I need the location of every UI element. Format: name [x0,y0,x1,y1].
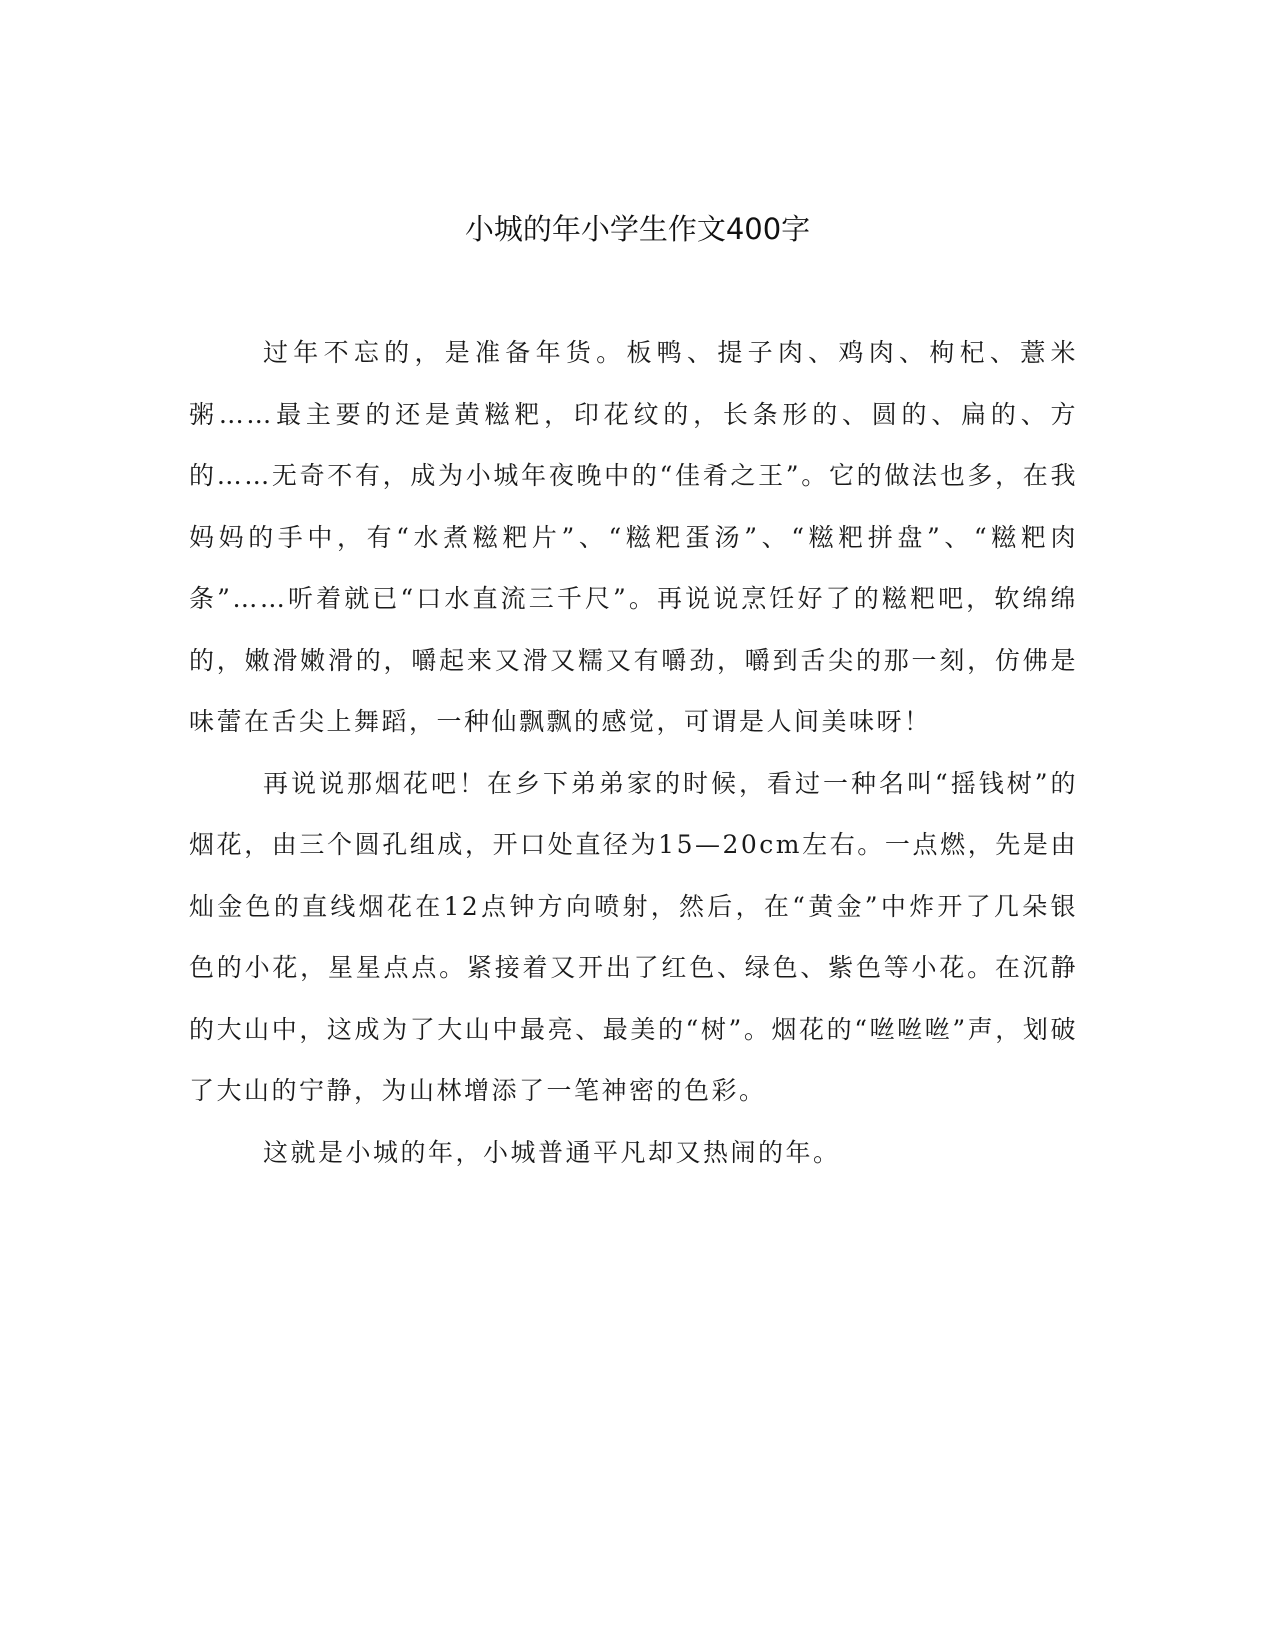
document-body [189,322,1078,1183]
document-title: 小城的年小学生作文400字 [464,212,811,246]
paragraph-fireworks: 再说说那烟花吧！在乡下弟弟家的时候，看过一种名叫“摇钱树”的烟花，由三个圆孔组成，开口处直径为15—20cm左右。一点燃，先是由灿金色的直线烟花在12点钟方向喷射，然后，在“黄金”中炸开了几朵银色的小花，星星点点。紧接着又开出了红色、绿色、紫色等小花。在沉静的大山中，这成为了大山中最亮、最美的“树”。烟花的“咝咝咝”声，划破了大山的宁静，为山林增添了一笔神密的色彩。 [189,768,1078,1105]
paragraph-conclusion: 这就是小城的年，小城普通平凡却又热闹的年。 [263,1137,841,1167]
paragraph-new-year-goods: 过年不忘的，是准备年货。板鸭、提子肉、鸡肉、枸杞、薏米粥……最主要的还是黄糍粑，印花纹的，长条形的、圆的、扁的、方的……无奇不有，成为小城年夜晚中的“佳肴之王”。它的做法也多，在我妈妈的手中，有“水煮糍粑片”、“糍粑蛋汤”、“糍粑拼盘”、“糍粑肉条”……听着就已“口水直流三千尺”。再说说烹饪好了的糍粑吧，软绵绵的，嫩滑嫩滑的，嚼起来又滑又糯又有嚼劲，嚼到舌尖的那一刻，仿佛是味蕾在舌尖上舞蹈，一种仙飘飘的感觉，可谓是人间美味呀！ [189,338,1078,736]
